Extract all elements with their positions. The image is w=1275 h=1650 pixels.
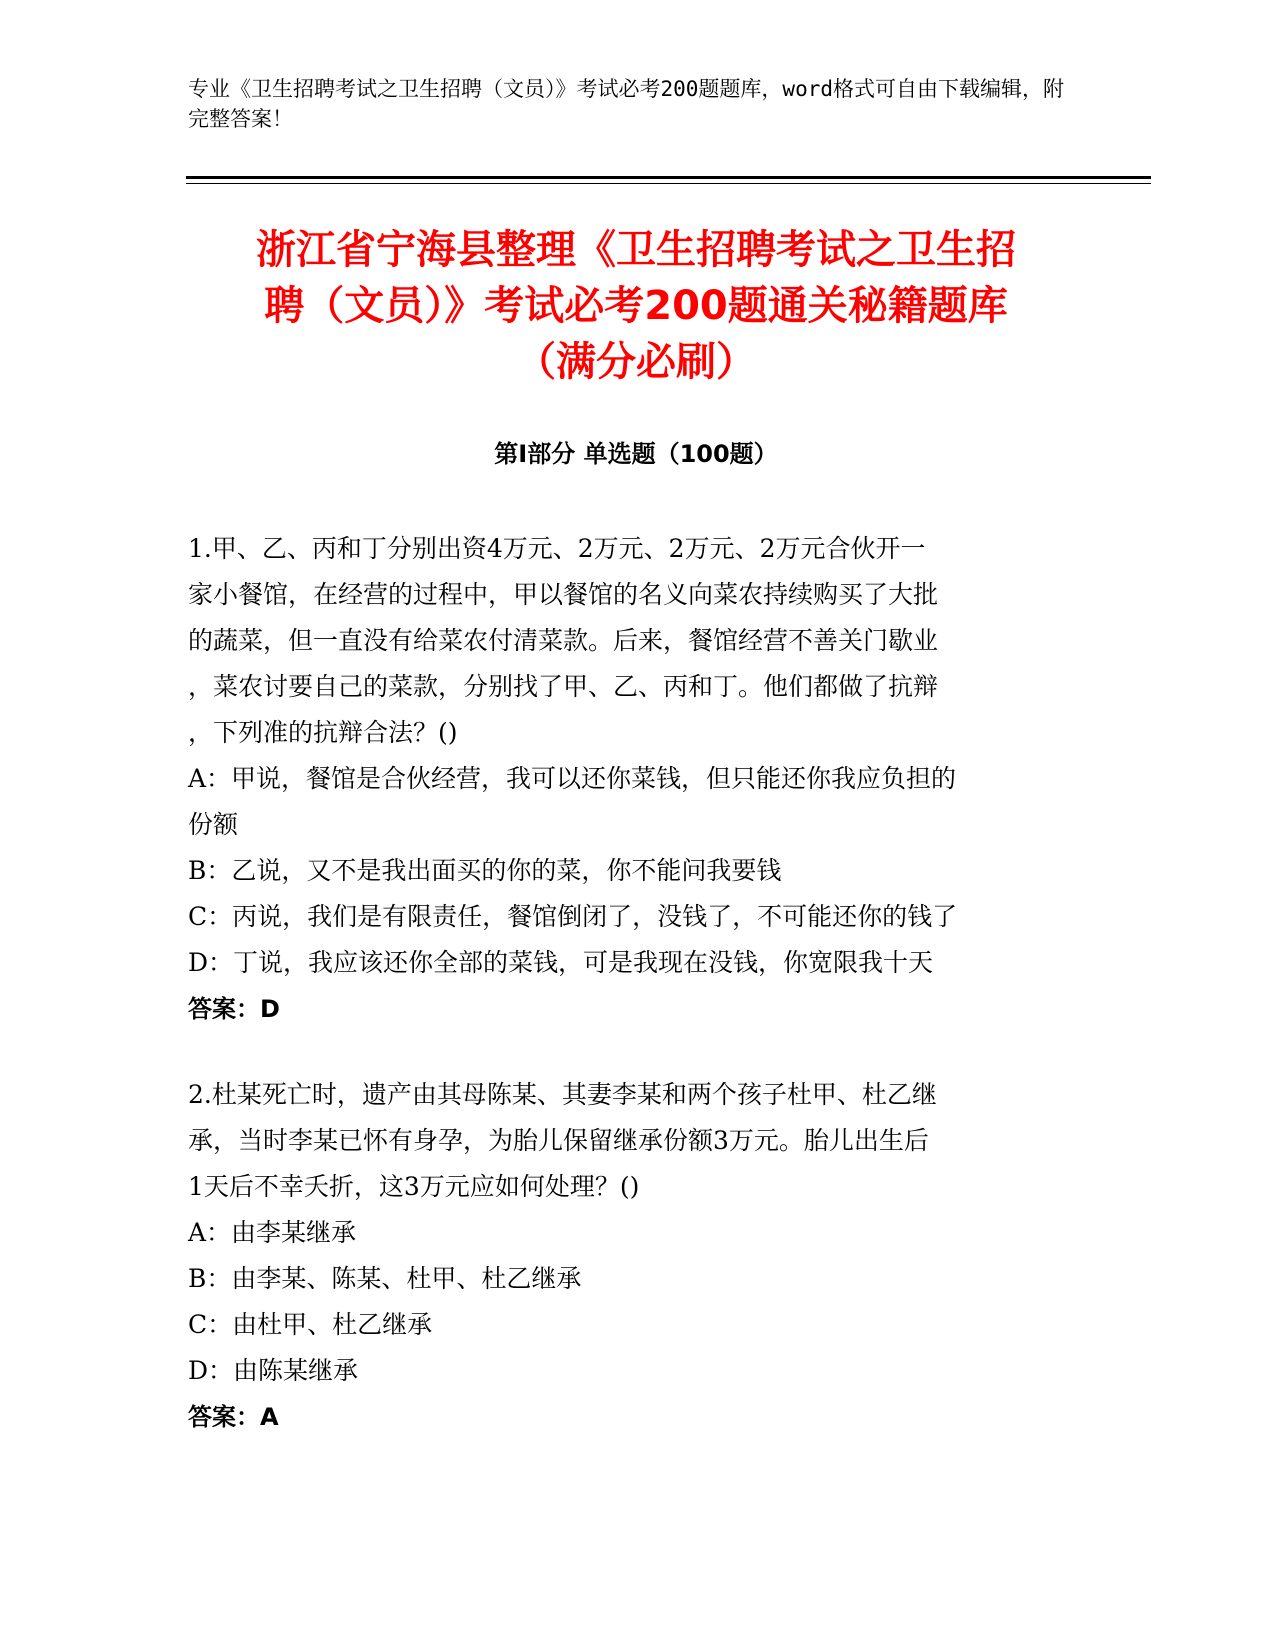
stem-line: 1天后不幸夭折，这3万元应如何处理？() bbox=[188, 1172, 640, 1201]
option-line: B：由李某、陈某、杜甲、杜乙继承 bbox=[188, 1264, 582, 1293]
option-d bbox=[188, 940, 1068, 986]
option-d bbox=[188, 1348, 1068, 1394]
option-line: C：丙说，我们是有限责任，餐馆倒闭了，没钱了，不可能还你的钱了 bbox=[188, 902, 958, 931]
option-a bbox=[188, 756, 1068, 848]
option-line: C：由杜甲、杜乙继承 bbox=[188, 1310, 433, 1339]
document-title bbox=[186, 222, 1086, 390]
option-a bbox=[188, 1210, 1068, 1256]
title-line: 浙江省宁海县整理《卫生招聘考试之卫生招 bbox=[256, 227, 1016, 273]
section-heading: 第Ⅰ部分 单选题（100题） bbox=[494, 440, 778, 468]
stem-line: 的蔬菜，但一直没有给菜农付清菜款。后来，餐馆经营不善关门歇业 bbox=[188, 626, 939, 655]
option-line: D：由陈某继承 bbox=[188, 1356, 359, 1385]
option-line: A：甲说，餐馆是合伙经营，我可以还你菜钱，但只能还你我应负担的 bbox=[188, 764, 957, 793]
stem-line: ，菜农讨要自己的菜款，分别找了甲、乙、丙和丁。他们都做了抗辩 bbox=[188, 672, 939, 701]
stem-line: 1.甲、乙、丙和丁分别出资4万元、2万元、2万元、2万元合伙开一 bbox=[188, 534, 926, 563]
header-divider-thick bbox=[186, 176, 1151, 179]
header-divider-thin bbox=[186, 183, 1151, 184]
header-note: 专业《卫生招聘考试之卫生招聘（文员）》考试必考200题题库，word格式可自由下载编辑，附完整答案！ bbox=[188, 77, 1064, 131]
question-2 bbox=[188, 1072, 1068, 1440]
stem-line: 家小餐馆，在经营的过程中，甲以餐馆的名义向菜农持续购买了大批 bbox=[188, 580, 939, 609]
stem-line: 承，当时李某已怀有身孕，为胎儿保留继承份额3万元。胎儿出生后 bbox=[188, 1126, 929, 1155]
question-stem bbox=[188, 526, 1068, 756]
title-line: 聘（文员）》考试必考200题通关秘籍题库 bbox=[264, 283, 1008, 329]
option-line: B：乙说，又不是我出面买的你的菜，你不能问我要钱 bbox=[188, 856, 782, 885]
stem-line: ，下列准的抗辩合法？() bbox=[188, 718, 458, 747]
option-b bbox=[188, 1256, 1068, 1302]
question-1 bbox=[188, 526, 1068, 1032]
answer-line: 答案：A bbox=[188, 1403, 279, 1431]
title-line: （满分必刷） bbox=[516, 339, 756, 385]
question-stem bbox=[188, 1072, 1068, 1210]
option-c bbox=[188, 1302, 1068, 1348]
option-line: D：丁说，我应该还你全部的菜钱，可是我现在没钱，你宽限我十天 bbox=[188, 948, 934, 977]
option-c bbox=[188, 894, 1068, 940]
option-line: A：由李某继承 bbox=[188, 1218, 357, 1247]
answer-line: 答案：D bbox=[188, 995, 280, 1023]
stem-line: 2.杜某死亡时，遗产由其母陈某、其妻李某和两个孩子杜甲、杜乙继 bbox=[188, 1080, 937, 1109]
option-b bbox=[188, 848, 1068, 894]
option-line: 份额 bbox=[188, 810, 239, 839]
